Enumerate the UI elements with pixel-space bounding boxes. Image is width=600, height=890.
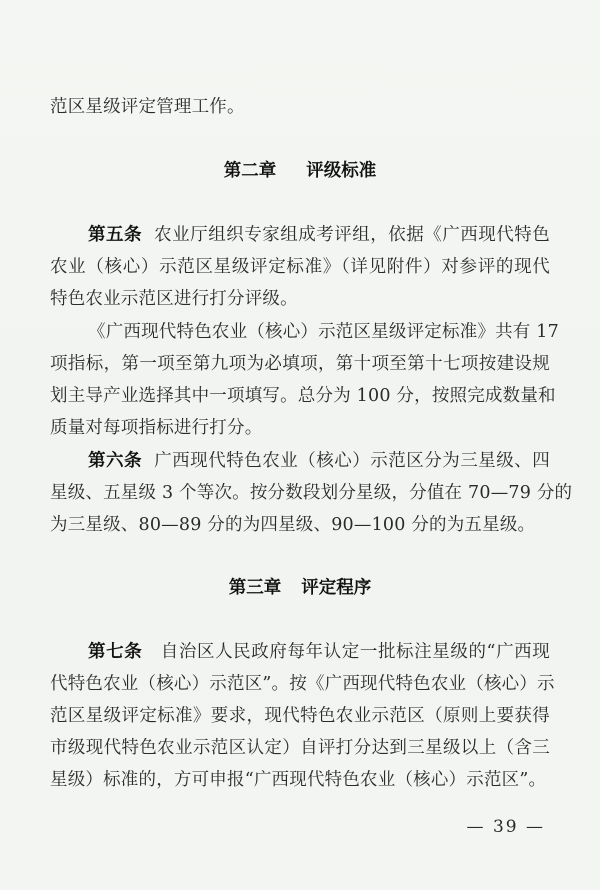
paragraph-line: 划主导产业选择其中一项填写。总分为 100 分，按照完成数量和 xyxy=(50,386,556,406)
article-line: 农业（核心）示范区星级评定标准》（详见附件）对参评的现代 xyxy=(50,257,550,277)
article-text: 自治区人民政府每年认定一批标注星级的“广西现 xyxy=(160,642,550,662)
article-label: 第五条 xyxy=(88,225,143,245)
article-label: 第六条 xyxy=(88,451,143,471)
paragraph-line: 项指标，第一项至第九项为必填项，第十项至第十七项按建设规 xyxy=(50,354,550,374)
article-line: 星级、五星级 3 个等次。按分数段划分星级，分值在 70—79 分的 xyxy=(50,483,573,503)
article-line: 特色农业示范区进行打分评级。 xyxy=(50,289,298,309)
chapter-heading xyxy=(0,160,600,182)
article-label: 第七条 xyxy=(88,642,143,662)
chapter-title: 评定程序 xyxy=(301,578,372,598)
chapter-title: 评级标准 xyxy=(306,161,377,181)
article-line: 为三星级、80—89 分的为四星级、90—100 分的为五星级。 xyxy=(50,515,536,535)
article-line: 星级）标准的，方可申报“广西现代特色农业（核心）示范区”。 xyxy=(50,770,547,790)
article-text: 农业厅组织专家组成考评组，依据《广西现代特色 xyxy=(154,225,550,245)
paragraph-line: 质量对每项指标进行打分。 xyxy=(50,418,263,438)
article-line: 范区星级评定标准》要求，现代特色农业示范区（原则上要获得 xyxy=(50,706,550,726)
article-line: 市级现代特色农业示范区认定）自评打分达到三星级以上（含三 xyxy=(50,738,550,758)
paragraph-line: 《广西现代特色农业（核心）示范区星级评定标准》共有 17 xyxy=(88,322,559,342)
chapter-number: 第三章 xyxy=(228,578,282,598)
page-number: — 39 — xyxy=(466,817,545,837)
chapter-heading xyxy=(0,577,600,599)
chapter-number: 第二章 xyxy=(223,161,277,181)
article-first-line xyxy=(88,450,550,472)
article-first-line xyxy=(88,641,550,663)
article-line: 代特色农业（核心）示范区”。按《广西现代特色农业（核心）示 xyxy=(50,674,555,694)
article-text: 广西现代特色农业（核心）示范区分为三星级、四 xyxy=(154,451,550,471)
continuation-line: 范区星级评定管理工作。 xyxy=(50,97,245,117)
article-first-line xyxy=(88,224,550,246)
